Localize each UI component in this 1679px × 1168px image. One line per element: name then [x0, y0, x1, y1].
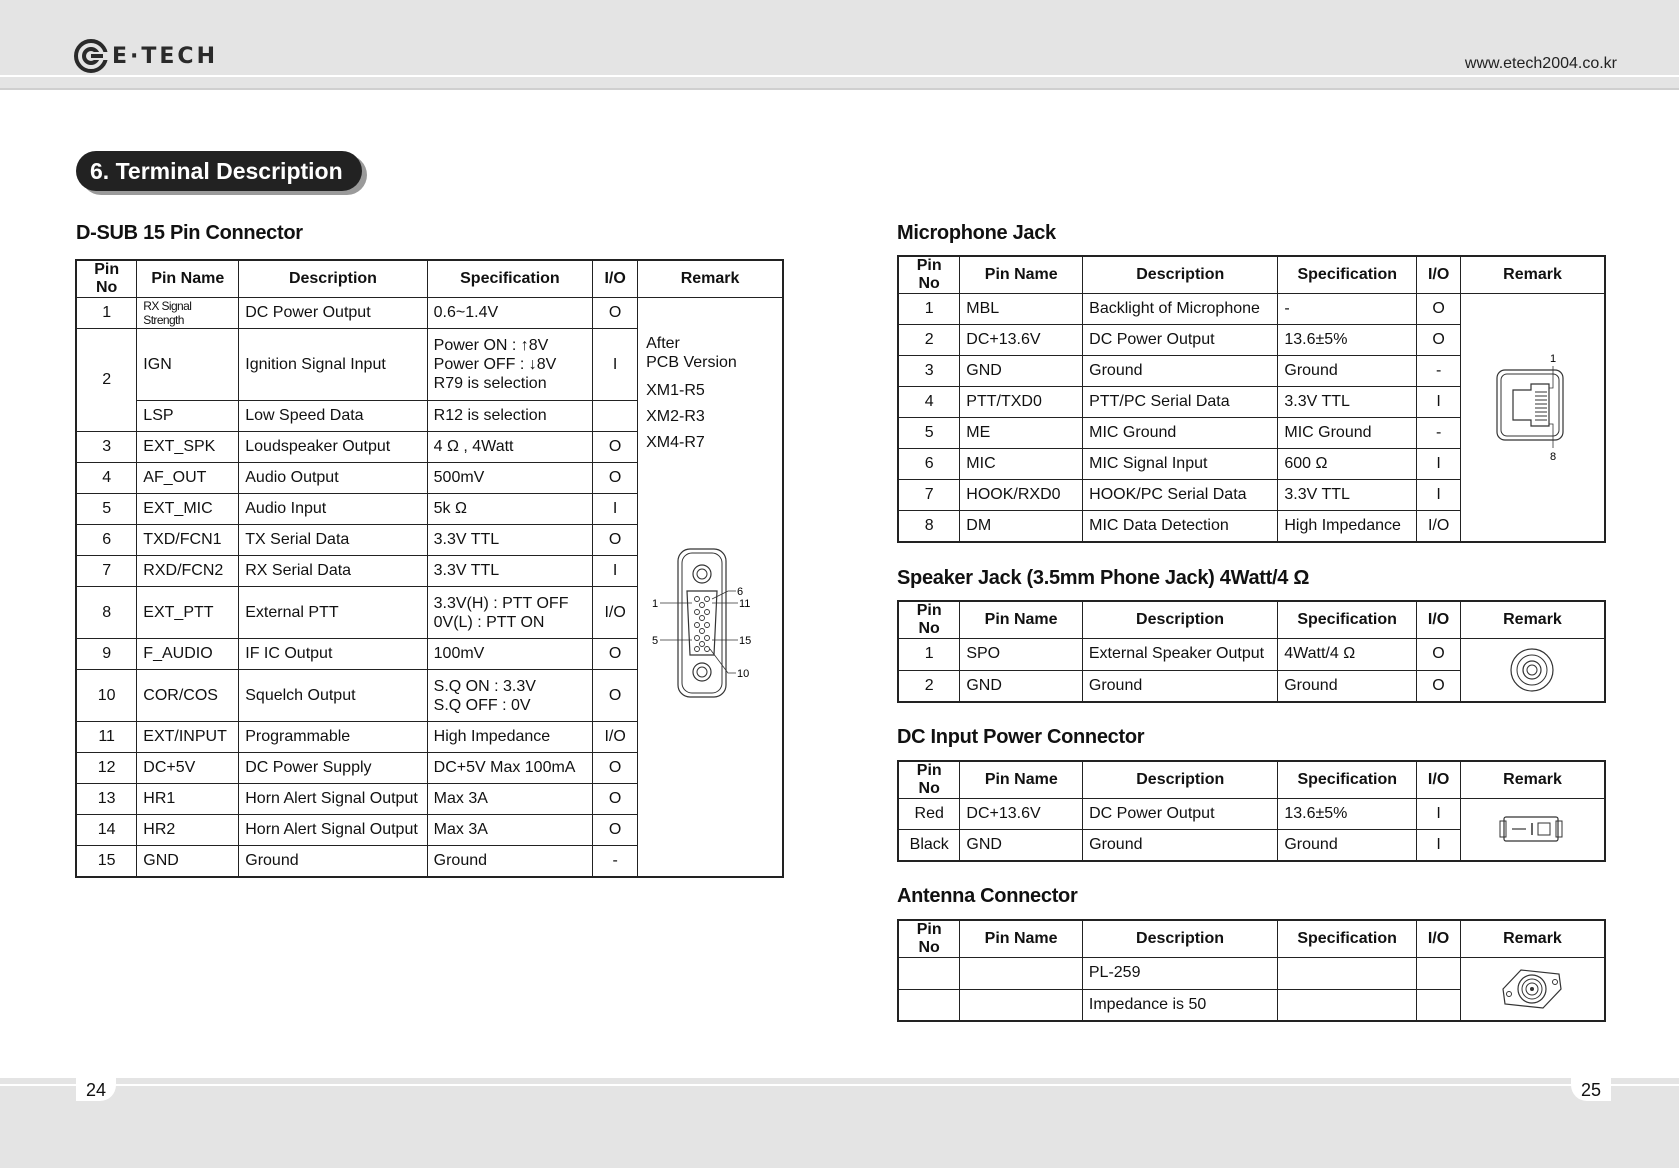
- specification: Max 3A: [427, 784, 593, 815]
- speaker-title: Speaker Jack (3.5mm Phone Jack) 4Watt/4 Ω: [897, 567, 1310, 589]
- description: Ground: [1083, 830, 1278, 861]
- description: PTT/PC Serial Data: [1083, 387, 1278, 418]
- specification: Max 3A: [427, 815, 593, 846]
- col-specification: Specification: [1278, 761, 1417, 799]
- pin-no: 8: [76, 587, 137, 639]
- description: MIC Ground: [1083, 418, 1278, 449]
- specification: 13.6±5%: [1278, 799, 1417, 830]
- dsub-connector-diagram: [652, 541, 768, 701]
- io: I: [593, 494, 638, 525]
- pin-no: 5: [898, 418, 960, 449]
- mic-table: [897, 255, 1606, 543]
- io: I: [1417, 480, 1461, 511]
- specification: 600 Ω: [1278, 449, 1417, 480]
- remark-line: XM4-R7: [646, 434, 705, 451]
- rj45-jack-icon: [1491, 352, 1591, 472]
- website-url: www.etech2004.co.kr: [1464, 55, 1617, 72]
- col-description: Description: [1082, 601, 1277, 639]
- pin-name: GND: [137, 846, 239, 877]
- specification: -: [1278, 294, 1417, 325]
- description: External Speaker Output: [1082, 639, 1277, 671]
- col-remark: Remark: [1461, 256, 1605, 294]
- pin-no: [898, 958, 960, 990]
- col-pin-no: Pin No: [898, 761, 960, 799]
- dc-table: [897, 760, 1606, 862]
- pin-no: 6: [898, 449, 960, 480]
- description: MIC Signal Input: [1083, 449, 1278, 480]
- pin-no: 7: [76, 556, 137, 587]
- description: Backlight of Microphone: [1083, 294, 1278, 325]
- pin-name: DC+5V: [137, 753, 239, 784]
- remark-notes: [638, 298, 782, 456]
- dc-plug-icon: [1498, 809, 1568, 849]
- description: PL-259: [1082, 958, 1277, 990]
- pin-name: AF_OUT: [137, 463, 239, 494]
- pin-no: 7: [898, 480, 960, 511]
- footer-band: [0, 1078, 1679, 1168]
- io: I: [593, 556, 638, 587]
- io: O: [1417, 325, 1461, 356]
- col-remark: Remark: [638, 260, 783, 298]
- pin-no: Black: [898, 830, 960, 861]
- specification: 5k Ω: [427, 494, 593, 525]
- pin-name: DC+13.6V: [960, 799, 1083, 830]
- col-io: I/O: [1417, 761, 1461, 799]
- pin-name: SPO: [960, 639, 1083, 671]
- dsub-remark: [638, 298, 783, 877]
- col-pin-name: Pin Name: [960, 256, 1083, 294]
- pin-no: 4: [76, 463, 137, 494]
- io: O: [593, 784, 638, 815]
- description: RX Serial Data: [239, 556, 427, 587]
- pin-name: RX Signal Strength: [137, 298, 239, 329]
- table-row: [898, 294, 1605, 325]
- io: O: [593, 639, 638, 670]
- pin-no: Red: [898, 799, 960, 830]
- description: Loudspeaker Output: [239, 432, 427, 463]
- io: I: [1417, 830, 1461, 861]
- io: O: [593, 432, 638, 463]
- io: O: [1417, 670, 1461, 702]
- pin-name: GND: [960, 830, 1083, 861]
- col-description: Description: [1083, 256, 1278, 294]
- pin-name: RXD/FCN2: [137, 556, 239, 587]
- col-pin-name: Pin Name: [960, 920, 1083, 958]
- specification: Power ON : ↑8V Power OFF : ↓8V R79 is selection: [427, 329, 593, 401]
- dc-title: DC Input Power Connector: [897, 726, 1145, 748]
- pin-no: 2: [76, 329, 137, 432]
- pin-no: 4: [898, 387, 960, 418]
- pin-no: 3: [898, 356, 960, 387]
- pin-name: HOOK/RXD0: [960, 480, 1083, 511]
- col-specification: Specification: [1278, 256, 1417, 294]
- specification: 3.3V(H) : PTT OFF 0V(L) : PTT ON: [427, 587, 593, 639]
- col-io: I/O: [1417, 920, 1461, 958]
- pin-no: 1: [76, 298, 137, 329]
- pin-name: TXD/FCN1: [137, 525, 239, 556]
- specification: 3.3V TTL: [1278, 387, 1417, 418]
- io: O: [593, 525, 638, 556]
- table-header-row: [898, 601, 1605, 639]
- specification: 0.6~1.4V: [427, 298, 593, 329]
- io: [593, 401, 638, 432]
- specification: 500mV: [427, 463, 593, 494]
- col-pin-no: Pin No: [76, 260, 137, 298]
- io: -: [1417, 356, 1461, 387]
- remark-line: After: [646, 335, 680, 352]
- pin-name: [960, 958, 1083, 990]
- pin-name: [960, 989, 1083, 1021]
- rj45-pin-label: 8: [1550, 451, 1557, 463]
- speaker-remark: [1460, 639, 1605, 703]
- io: O: [593, 815, 638, 846]
- specification: 3.3V TTL: [427, 556, 593, 587]
- dsub-pin-label: 11: [739, 598, 751, 610]
- col-remark: Remark: [1460, 601, 1605, 639]
- pin-no: 1: [898, 294, 960, 325]
- description: Audio Output: [239, 463, 427, 494]
- pin-name: MIC: [960, 449, 1083, 480]
- pin-no: 2: [898, 325, 960, 356]
- io: I: [1417, 449, 1461, 480]
- specification: Ground: [1278, 356, 1417, 387]
- remark-line: PCB Version: [646, 354, 737, 371]
- io: [1417, 958, 1461, 990]
- pin-name: F_AUDIO: [137, 639, 239, 670]
- col-specification: Specification: [1278, 601, 1417, 639]
- table-row: [76, 298, 783, 329]
- specification: 100mV: [427, 639, 593, 670]
- description: DC Power Output: [239, 298, 427, 329]
- antenna-title: Antenna Connector: [897, 885, 1078, 907]
- specification: R12 is selection: [427, 401, 593, 432]
- pin-name: COR/COS: [137, 670, 239, 722]
- pin-name: ME: [960, 418, 1083, 449]
- io: -: [593, 846, 638, 877]
- pin-no: 2: [898, 670, 960, 702]
- col-description: Description: [1082, 920, 1277, 958]
- pin-name: GND: [960, 356, 1083, 387]
- pin-name: PTT/TXD0: [960, 387, 1083, 418]
- dsub-title: D-SUB 15 Pin Connector: [76, 222, 303, 244]
- dsub-pin-label: 5: [652, 635, 659, 647]
- company-logo: [74, 38, 218, 74]
- specification: 4 Ω , 4Watt: [427, 432, 593, 463]
- pin-name: DC+13.6V: [960, 325, 1083, 356]
- col-pin-name: Pin Name: [960, 601, 1083, 639]
- io: O: [593, 463, 638, 494]
- pin-no: 6: [76, 525, 137, 556]
- pin-name: IGN: [137, 329, 239, 401]
- description: Audio Input: [239, 494, 427, 525]
- io: O: [593, 298, 638, 329]
- table-row: [898, 639, 1605, 671]
- col-io: I/O: [1417, 256, 1461, 294]
- description: Squelch Output: [239, 670, 427, 722]
- io: O: [1417, 639, 1461, 671]
- specification: S.Q ON : 3.3V S.Q OFF : 0V: [427, 670, 593, 722]
- page-number-right: 25: [1571, 1075, 1611, 1101]
- description: Ground: [1082, 670, 1277, 702]
- description: TX Serial Data: [239, 525, 427, 556]
- specification: 13.6±5%: [1278, 325, 1417, 356]
- dc-remark: [1461, 799, 1605, 861]
- pin-name: MBL: [960, 294, 1083, 325]
- description: HOOK/PC Serial Data: [1083, 480, 1278, 511]
- description: External PTT: [239, 587, 427, 639]
- pin-no: 14: [76, 815, 137, 846]
- specification: High Impedance: [427, 722, 593, 753]
- col-io: I/O: [593, 260, 638, 298]
- io: O: [1417, 294, 1461, 325]
- col-specification: Specification: [427, 260, 593, 298]
- col-remark: Remark: [1461, 761, 1605, 799]
- table-row: [898, 958, 1605, 990]
- pin-no: [898, 989, 960, 1021]
- description: DC Power Output: [1083, 799, 1278, 830]
- io: -: [1417, 418, 1461, 449]
- table-header-row: [898, 761, 1605, 799]
- specification: 3.3V TTL: [1278, 480, 1417, 511]
- col-pin-no: Pin No: [898, 920, 960, 958]
- description: Ground: [239, 846, 427, 877]
- description: MIC Data Detection: [1083, 511, 1278, 542]
- pin-no: 5: [76, 494, 137, 525]
- io: I/O: [593, 587, 638, 639]
- speaker-table: [897, 600, 1606, 703]
- antenna-connector-icon: [1497, 964, 1567, 1014]
- specification: [1278, 958, 1417, 990]
- section-title: 6. Terminal Description: [76, 151, 362, 191]
- io: O: [593, 753, 638, 784]
- col-pin-no: Pin No: [898, 256, 960, 294]
- mic-remark: [1461, 294, 1605, 542]
- dsub-table: [75, 259, 784, 878]
- pin-no: 9: [76, 639, 137, 670]
- specification: 3.3V TTL: [427, 525, 593, 556]
- pin-name: EXT_SPK: [137, 432, 239, 463]
- antenna-remark: [1460, 958, 1605, 1022]
- col-specification: Specification: [1278, 920, 1417, 958]
- specification: MIC Ground: [1278, 418, 1417, 449]
- table-header-row: [898, 920, 1605, 958]
- pin-name: DM: [960, 511, 1083, 542]
- pin-no: 3: [76, 432, 137, 463]
- pin-no: 10: [76, 670, 137, 722]
- description: Ground: [1083, 356, 1278, 387]
- pin-no: 1: [898, 639, 960, 671]
- col-pin-name: Pin Name: [960, 761, 1083, 799]
- col-description: Description: [239, 260, 427, 298]
- dsub-pin-label: 10: [737, 668, 750, 680]
- specification: Ground: [1278, 830, 1417, 861]
- col-io: I/O: [1417, 601, 1461, 639]
- pin-no: 8: [898, 511, 960, 542]
- specification: 4Watt/4 Ω: [1278, 639, 1417, 671]
- pin-name: HR1: [137, 784, 239, 815]
- page-number-left: 24: [76, 1075, 116, 1101]
- description: Impedance is 50: [1082, 989, 1277, 1021]
- logo-text: E·TECH: [112, 43, 218, 69]
- etech-logo-icon: [74, 39, 108, 73]
- dsub-pin-label: 15: [739, 635, 752, 647]
- dsub-pin-label: 6: [737, 586, 744, 598]
- description: IF IC Output: [239, 639, 427, 670]
- specification: Ground: [1278, 670, 1417, 702]
- col-description: Description: [1083, 761, 1278, 799]
- specification: [1278, 989, 1417, 1021]
- pin-name: EXT/INPUT: [137, 722, 239, 753]
- phone-jack-icon: [1507, 645, 1557, 695]
- io: I: [593, 329, 638, 401]
- pin-name: EXT_MIC: [137, 494, 239, 525]
- description: Ignition Signal Input: [239, 329, 427, 401]
- pin-name: EXT_PTT: [137, 587, 239, 639]
- io: I: [1417, 387, 1461, 418]
- remark-line: XM1-R5: [646, 382, 705, 399]
- col-remark: Remark: [1460, 920, 1605, 958]
- pin-no: 11: [76, 722, 137, 753]
- description: DC Power Supply: [239, 753, 427, 784]
- dsub-pin-label: 1: [652, 598, 659, 610]
- specification: Ground: [427, 846, 593, 877]
- io: I: [1417, 799, 1461, 830]
- rj45-pin-label: 1: [1550, 353, 1557, 365]
- description: Horn Alert Signal Output: [239, 815, 427, 846]
- remark-line: XM2-R3: [646, 408, 705, 425]
- pin-no: 13: [76, 784, 137, 815]
- io: I/O: [1417, 511, 1461, 542]
- pin-name: HR2: [137, 815, 239, 846]
- pin-name: GND: [960, 670, 1083, 702]
- col-pin-no: Pin No: [898, 601, 960, 639]
- antenna-table: [897, 919, 1606, 1022]
- table-header-row: [76, 260, 783, 298]
- specification: DC+5V Max 100mA: [427, 753, 593, 784]
- description: DC Power Output: [1083, 325, 1278, 356]
- table-row: [898, 799, 1605, 830]
- header-band: [0, 0, 1679, 90]
- specification: High Impedance: [1278, 511, 1417, 542]
- pin-no: 15: [76, 846, 137, 877]
- table-header-row: [898, 256, 1605, 294]
- pin-name: LSP: [137, 401, 239, 432]
- col-pin-name: Pin Name: [137, 260, 239, 298]
- io: O: [593, 670, 638, 722]
- io: [1417, 989, 1461, 1021]
- io: I/O: [593, 722, 638, 753]
- description: Horn Alert Signal Output: [239, 784, 427, 815]
- description: Programmable: [239, 722, 427, 753]
- pin-no: 12: [76, 753, 137, 784]
- description: Low Speed Data: [239, 401, 427, 432]
- mic-title: Microphone Jack: [897, 222, 1056, 244]
